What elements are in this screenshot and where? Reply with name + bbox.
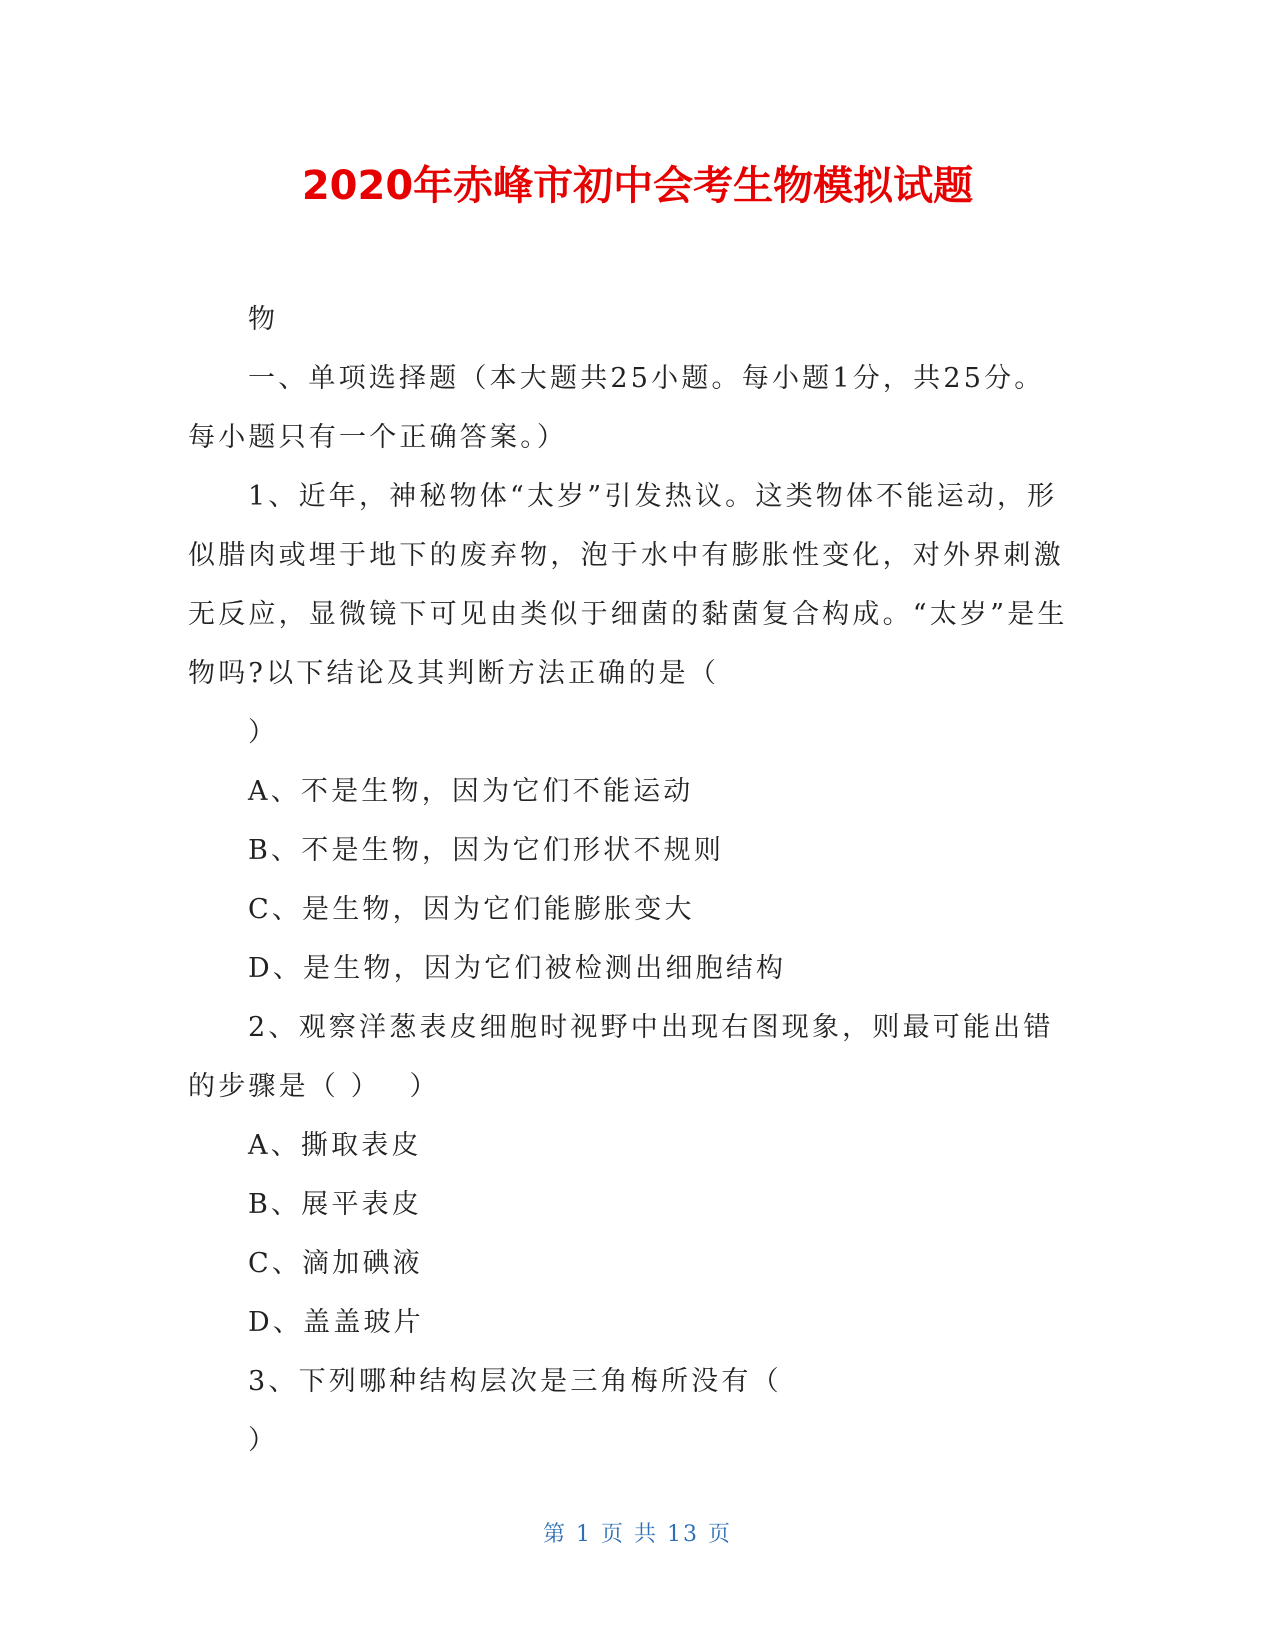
- page-number-footer: 第 1 页 共 13 页: [543, 1522, 732, 1547]
- section-heading: 一、单项选择题（本大题共25小题。每小题1分，共25分。每小题只有一个正确答案。）: [188, 363, 1045, 453]
- question-2-stem: 2、观察洋葱表皮细胞时视野中出现右图现象，则最可能出错的步骤是（ ） ）: [188, 1012, 1054, 1102]
- question-1-option-c: C、是生物，因为它们能膨胀变大: [248, 894, 695, 925]
- question-1-option-a: A、不是生物，因为它们不能运动: [248, 776, 694, 807]
- question-2-option-a: A、撕取表皮: [248, 1130, 422, 1161]
- question-2-option-d: D、盖盖玻片: [248, 1307, 424, 1338]
- question-3-stem: 3、下列哪种结构层次是三角梅所没有（: [248, 1366, 782, 1397]
- question-1-option-b: B、不是生物，因为它们形状不规则: [248, 835, 725, 866]
- question-1-option-d: D、是生物，因为它们被检测出细胞结构: [248, 953, 787, 984]
- question-2-option-c: C、滴加碘液: [248, 1248, 423, 1279]
- question-1-stem: 1、近年，神秘物体“太岁”引发热议。这类物体不能运动，形似腊肉或埋于地下的废弃物，泡于水中有膨胀性变化，对外界刺激无反应，显微镜下可见由类似于细菌的黏菌复合构成。“太岁”是生物吗?以下结论及其判断方法正确的是（: [188, 481, 1068, 689]
- page-title: 2020年赤峰市初中会考生物模拟试题: [301, 163, 974, 209]
- subject-label: 物: [248, 304, 279, 335]
- question-1-bracket: ）: [248, 717, 279, 748]
- document-body: [188, 290, 1068, 1470]
- question-3-bracket: ）: [248, 1425, 279, 1456]
- question-2-option-b: B、展平表皮: [248, 1189, 423, 1220]
